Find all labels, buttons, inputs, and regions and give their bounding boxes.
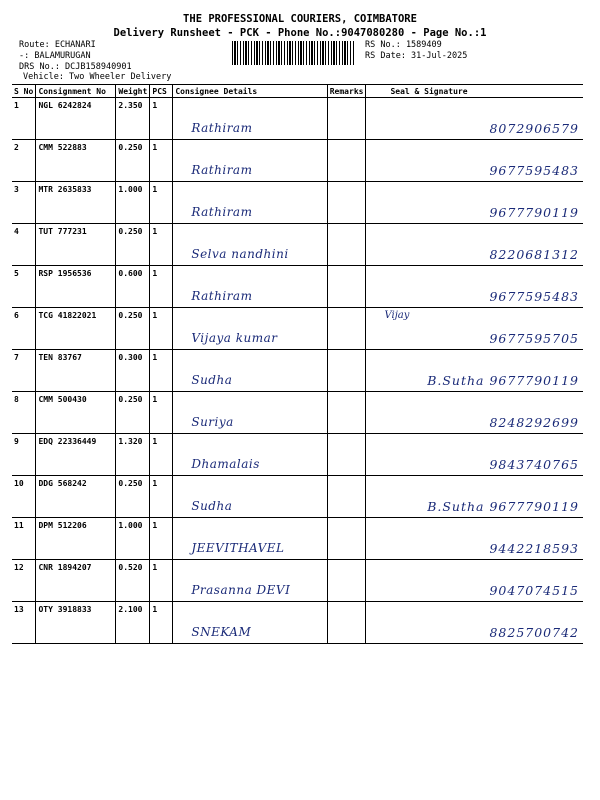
signature-phone: B.Sutha 9677790119	[427, 373, 579, 388]
pcs-value: 1	[150, 602, 173, 644]
consignee-name: Prasanna DEVI	[191, 583, 291, 597]
weight-value: 1.000	[116, 518, 150, 560]
signature-cell	[366, 224, 583, 266]
consignee-name: Suriya	[191, 415, 234, 429]
table-row	[12, 518, 583, 560]
consignee-cell	[173, 518, 327, 560]
pcs-value: 1	[150, 266, 173, 308]
table-row	[12, 140, 583, 182]
signature-phone: 9677595483	[489, 289, 579, 304]
pcs-value: 1	[150, 98, 173, 140]
column-header: Remarks	[327, 85, 366, 98]
consignee-name: JEEVITHAVEL	[191, 541, 285, 555]
serial-number: 4	[12, 224, 36, 266]
serial-number: 6	[12, 308, 36, 350]
table-row	[12, 602, 583, 644]
consignee-cell	[173, 140, 327, 182]
pcs-value: 1	[150, 140, 173, 182]
remarks-cell	[327, 308, 366, 350]
weight-value: 1.320	[116, 434, 150, 476]
consignment-number: OTY 3918833	[36, 602, 116, 644]
weight-value: 2.100	[116, 602, 150, 644]
weight-value: 0.250	[116, 392, 150, 434]
table-row	[12, 182, 583, 224]
pcs-value: 1	[150, 560, 173, 602]
consignment-number: CNR 1894207	[36, 560, 116, 602]
pcs-value: 1	[150, 308, 173, 350]
consignee-cell	[173, 434, 327, 476]
remarks-cell	[327, 434, 366, 476]
consignee-name: Dhamalais	[191, 457, 260, 471]
consignment-number: NGL 6242824	[36, 98, 116, 140]
signature-phone: 9843740765	[489, 457, 579, 472]
table-row	[12, 98, 583, 140]
weight-value: 0.250	[116, 308, 150, 350]
table-row	[12, 266, 583, 308]
signature-phone: 9677595705	[489, 331, 579, 346]
signature-cell	[366, 140, 583, 182]
consignment-number: RSP 1956536	[36, 266, 116, 308]
remarks-cell	[327, 392, 366, 434]
signature-cell	[366, 560, 583, 602]
weight-value: 0.300	[116, 350, 150, 392]
serial-number: 12	[12, 560, 36, 602]
consignment-number: DDG 568242	[36, 476, 116, 518]
signature-phone: 8220681312	[489, 247, 579, 262]
remarks-cell	[327, 266, 366, 308]
signature-phone: 8248292699	[489, 415, 579, 430]
consignee-cell	[173, 560, 327, 602]
weight-value: 0.520	[116, 560, 150, 602]
column-header: Weight	[116, 85, 150, 98]
column-header: PCS	[150, 85, 173, 98]
table-row	[12, 392, 583, 434]
signature-cell	[366, 266, 583, 308]
signature-cell	[366, 350, 583, 392]
barcode-image	[232, 41, 354, 65]
consignee-cell	[173, 266, 327, 308]
consignee-name: Vijaya kumar	[191, 331, 278, 345]
signature-cell	[366, 434, 583, 476]
table-row	[12, 308, 583, 350]
serial-number: 10	[12, 476, 36, 518]
column-header: Seal & Signature	[366, 85, 583, 98]
consignment-number: TUT 777231	[36, 224, 116, 266]
serial-number: 8	[12, 392, 36, 434]
consignment-number: CMM 500430	[36, 392, 116, 434]
weight-value: 0.250	[116, 140, 150, 182]
remarks-cell	[327, 350, 366, 392]
signature-cell	[366, 476, 583, 518]
route-label: Route: ECHANARI	[19, 40, 96, 50]
weight-value: 2.350	[116, 98, 150, 140]
consignee-name: Rathiram	[191, 121, 253, 135]
runsheet-subtitle: Delivery Runsheet - PCK - Phone No.:9047080280 - Page No.:1	[113, 27, 487, 39]
table-row	[12, 560, 583, 602]
serial-number: 3	[12, 182, 36, 224]
consignment-number: EDQ 22336449	[36, 434, 116, 476]
column-header: Consignment No	[36, 85, 116, 98]
table-row	[12, 476, 583, 518]
remarks-cell	[327, 224, 366, 266]
consignee-name: Rathiram	[191, 289, 253, 303]
remarks-cell	[327, 518, 366, 560]
consignment-number: CMM 522883	[36, 140, 116, 182]
serial-number: 2	[12, 140, 36, 182]
weight-value: 0.600	[116, 266, 150, 308]
serial-number: 7	[12, 350, 36, 392]
consignee-cell	[173, 98, 327, 140]
pcs-value: 1	[150, 224, 173, 266]
pcs-value: 1	[150, 350, 173, 392]
weight-value: 0.250	[116, 224, 150, 266]
consignee-cell	[173, 476, 327, 518]
remarks-cell	[327, 182, 366, 224]
consignee-name: Selva nandhini	[191, 247, 289, 261]
pcs-value: 1	[150, 392, 173, 434]
signature-phone: 9047074515	[489, 583, 579, 598]
rs-date: RS Date: 31-Jul-2025	[365, 51, 468, 61]
table-row	[12, 350, 583, 392]
signature-phone: 8825700742	[489, 625, 579, 640]
signature-cell	[366, 182, 583, 224]
table-row	[12, 434, 583, 476]
consignee-name: Sudha	[191, 373, 233, 387]
serial-number: 1	[12, 98, 36, 140]
consignee-name: Rathiram	[191, 205, 253, 219]
pcs-value: 1	[150, 182, 173, 224]
weight-value: 0.250	[116, 476, 150, 518]
signature-cell	[366, 518, 583, 560]
pcs-value: 1	[150, 434, 173, 476]
remarks-cell	[327, 602, 366, 644]
consignment-number: MTR 2635833	[36, 182, 116, 224]
consignee-cell	[173, 308, 327, 350]
table-header-row	[12, 85, 583, 98]
remarks-cell	[327, 476, 366, 518]
signature-phone: 9442218593	[489, 541, 579, 556]
signature-mark: Vijay	[384, 310, 410, 321]
signature-cell	[366, 602, 583, 644]
consignment-number: TCG 41822021	[36, 308, 116, 350]
weight-value: 1.000	[116, 182, 150, 224]
serial-number: 11	[12, 518, 36, 560]
remarks-cell	[327, 560, 366, 602]
consignee-cell	[173, 224, 327, 266]
consignee-name: Rathiram	[191, 163, 253, 177]
serial-number: 5	[12, 266, 36, 308]
consignee-name: SNEKAM	[191, 625, 252, 639]
signature-cell	[366, 392, 583, 434]
runsheet-table	[12, 84, 583, 644]
consignee-cell	[173, 392, 327, 434]
company-title: THE PROFESSIONAL COURIERS, COIMBATORE	[183, 13, 417, 25]
table-row	[12, 224, 583, 266]
consignee-cell	[173, 182, 327, 224]
consignee-cell	[173, 602, 327, 644]
pcs-value: 1	[150, 518, 173, 560]
consignment-number: TEN 83767	[36, 350, 116, 392]
vehicle-label: Vehicle: Two Wheeler Delivery	[23, 72, 172, 82]
serial-number: 13	[12, 602, 36, 644]
consignment-number: DPM 512206	[36, 518, 116, 560]
rs-number: RS No.: 1589409	[365, 40, 442, 50]
column-header: Consignee Details	[173, 85, 327, 98]
consignee-name: Sudha	[191, 499, 233, 513]
staff-label: -: BALAMURUGAN	[19, 51, 91, 61]
signature-phone: 9677790119	[489, 205, 579, 220]
serial-number: 9	[12, 434, 36, 476]
column-header: S No	[12, 85, 36, 98]
drs-number: DRS No.: DCJB158940901	[19, 62, 132, 72]
consignee-cell	[173, 350, 327, 392]
signature-cell	[366, 308, 583, 350]
remarks-cell	[327, 140, 366, 182]
signature-cell	[366, 98, 583, 140]
signature-phone: 8072906579	[489, 121, 579, 136]
remarks-cell	[327, 98, 366, 140]
signature-phone: 9677595483	[489, 163, 579, 178]
signature-phone: B.Sutha 9677790119	[427, 499, 579, 514]
pcs-value: 1	[150, 476, 173, 518]
